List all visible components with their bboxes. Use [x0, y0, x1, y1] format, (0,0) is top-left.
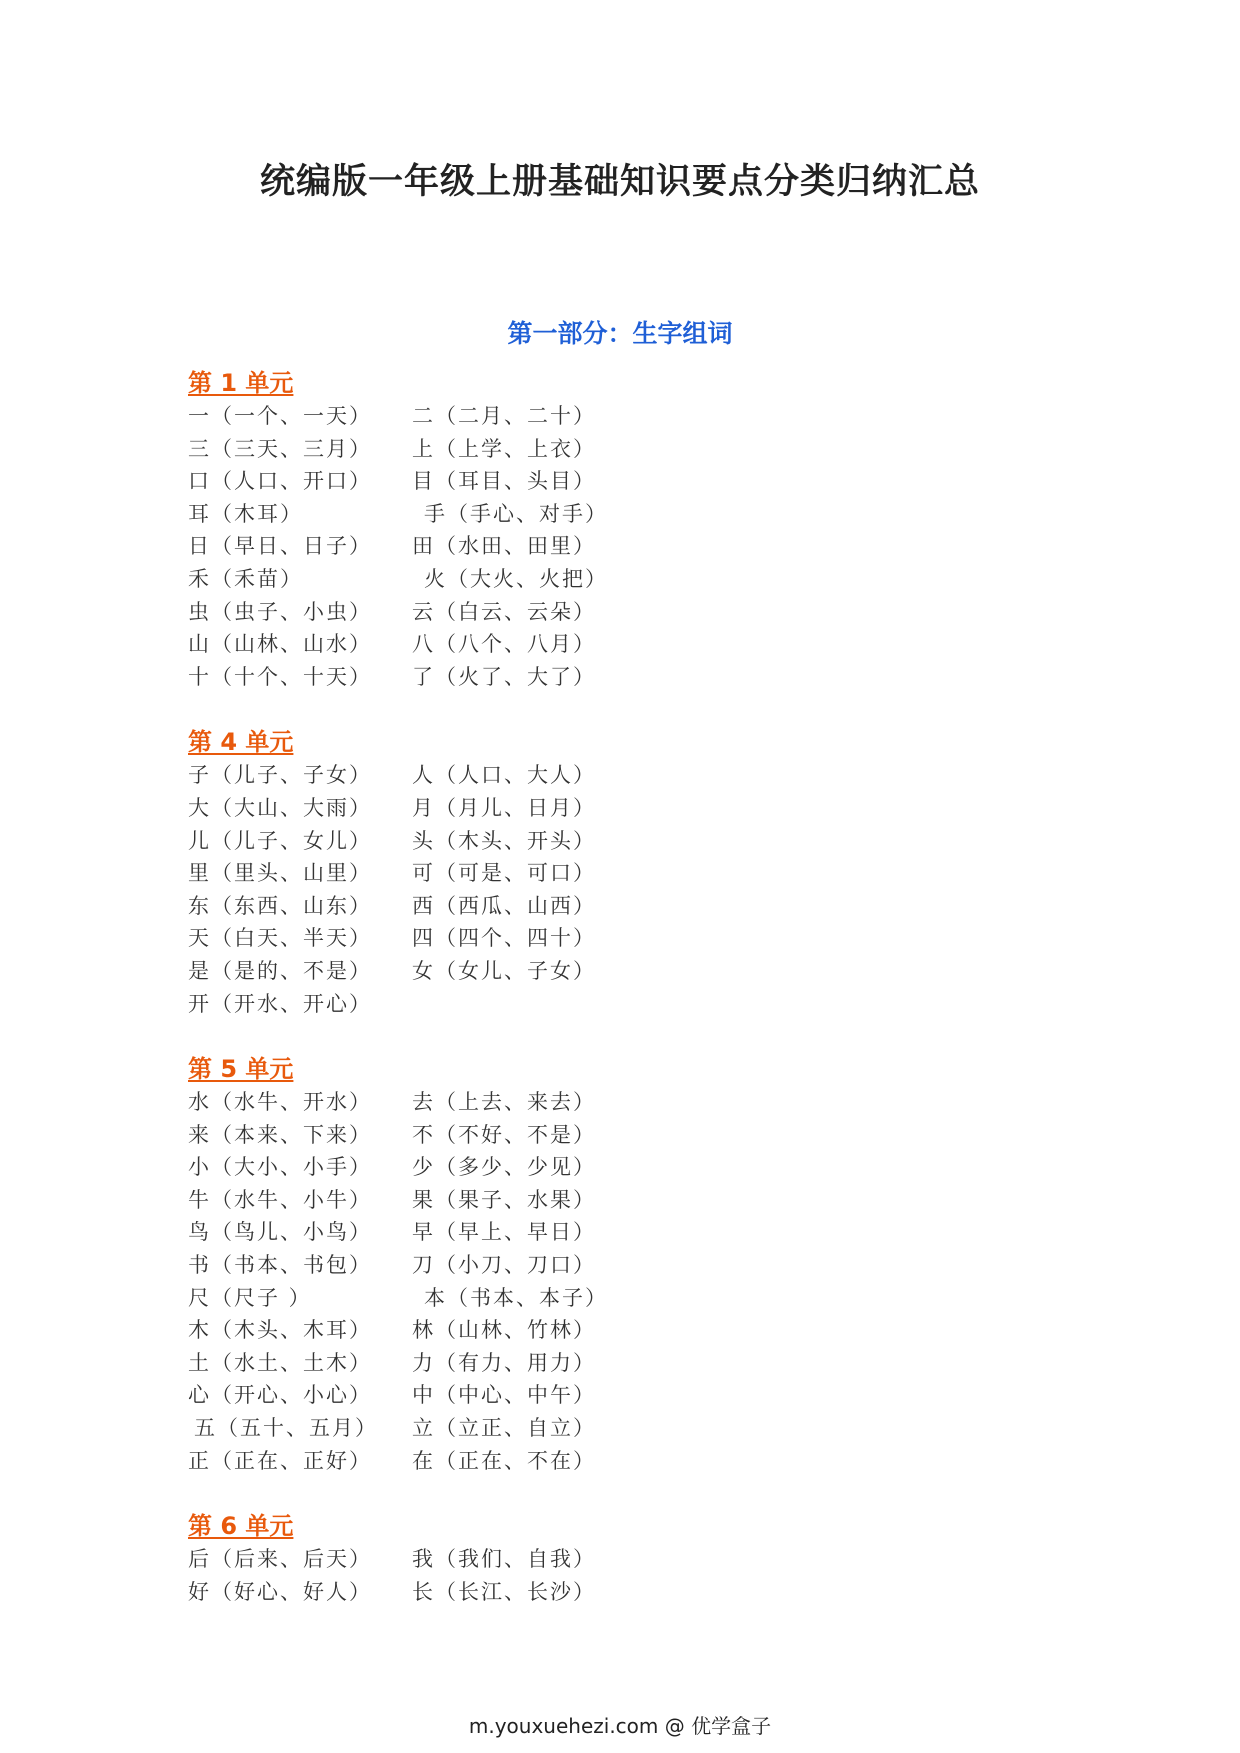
list-row: [188, 1379, 988, 1412]
unit-heading: 第 4 单元: [188, 728, 294, 757]
list-row: [188, 857, 988, 890]
list-row: [188, 1151, 988, 1184]
list-row: [188, 890, 988, 923]
list-row: [188, 922, 988, 955]
word-entry: 云（白云、云朵）: [412, 599, 596, 624]
unit-4: [188, 725, 988, 1020]
list-row: [188, 759, 988, 792]
word-entry: 水（水牛、开水）: [188, 1090, 372, 1115]
unit-heading: 第 6 单元: [188, 1512, 294, 1541]
word-entry: 山（山林、山水）: [188, 632, 372, 657]
list-row: [188, 1282, 988, 1315]
unit-heading: 第 1 单元: [188, 369, 294, 397]
list-row: [188, 825, 988, 858]
list-row: [188, 1543, 988, 1576]
list-row: [188, 988, 988, 1021]
list-row: [188, 792, 988, 825]
list-row: [188, 400, 988, 433]
word-entry: 八（八个、八月）: [412, 632, 596, 657]
word-entry: 早（早上、早日）: [412, 1220, 596, 1245]
word-entry: 禾（禾苗）: [188, 566, 303, 591]
word-entry: 土（水土、土木）: [188, 1350, 372, 1375]
word-entry: 来（本来、下来）: [188, 1122, 372, 1147]
word-entry: 少（多少、少见）: [412, 1155, 596, 1180]
word-entry: 上（上学、上衣）: [412, 436, 596, 461]
list-row: [188, 661, 988, 694]
word-entry: 心（开心、小心）: [188, 1383, 372, 1408]
word-entry: 人（人口、大人）: [412, 763, 596, 788]
list-row: [188, 433, 988, 466]
list-row: [188, 1216, 988, 1249]
word-entry: 木（木头、木耳）: [188, 1318, 372, 1343]
word-entry: 林（山林、竹林）: [412, 1318, 596, 1343]
word-entry: 五（五十、五月）: [194, 1416, 378, 1441]
word-entry: 力（有力、用力）: [412, 1350, 596, 1375]
list-row: [188, 498, 988, 531]
unit-5: [188, 1052, 988, 1477]
word-entry: 尺（尺子 ）: [188, 1285, 312, 1310]
list-row: [188, 465, 988, 498]
list-row: [188, 563, 988, 596]
word-entry: 可（可是、可口）: [412, 861, 596, 886]
word-entry: 了（火了、大了）: [412, 664, 596, 689]
word-entry: 口（人口、开口）: [188, 469, 372, 494]
list-row: [188, 1347, 988, 1380]
word-entry: 手（手心、对手）: [424, 501, 608, 526]
word-entry: 好（好心、好人）: [188, 1579, 372, 1604]
list-row: [188, 955, 988, 988]
list-row: [188, 1576, 988, 1609]
word-entry: 是（是的、不是）: [188, 958, 372, 983]
word-entry: 火（大火、火把）: [424, 566, 608, 591]
word-entry: 开（开水、开心）: [188, 991, 372, 1016]
word-entry: 不（不好、不是）: [412, 1122, 596, 1147]
list-row: [188, 596, 988, 629]
word-entry: 田（水田、田里）: [412, 534, 596, 559]
list-row: [188, 628, 988, 661]
word-entry: 四（四个、四十）: [412, 926, 596, 951]
list-row: [188, 1412, 988, 1445]
vocabulary-list: [188, 366, 988, 1608]
unit-6: [188, 1509, 988, 1608]
unit-heading: 第 5 单元: [188, 1055, 294, 1084]
word-entry: 一（一个、一天）: [188, 404, 372, 428]
word-entry: 西（西瓜、山西）: [412, 893, 596, 918]
word-entry: 正（正在、正好）: [188, 1448, 372, 1473]
word-entry: 在（正在、不在）: [412, 1448, 596, 1473]
word-entry: 中（中心、中午）: [412, 1383, 596, 1408]
word-entry: 鸟（鸟儿、小鸟）: [188, 1220, 372, 1245]
list-row: [188, 530, 988, 563]
list-row: [188, 1249, 988, 1282]
word-entry: 大（大山、大雨）: [188, 795, 372, 820]
word-entry: 月（月儿、日月）: [412, 795, 596, 820]
document-title: 统编版一年级上册基础知识要点分类归纳汇总: [259, 162, 980, 202]
word-entry: 书（书本、书包）: [188, 1253, 372, 1278]
list-row: [188, 1184, 988, 1217]
word-entry: 女（女儿、子女）: [412, 958, 596, 983]
word-entry: 牛（水牛、小牛）: [188, 1187, 372, 1212]
part-title: 第一部分：生字组词: [507, 319, 733, 348]
word-entry: 小（大小、小手）: [188, 1155, 372, 1180]
word-entry: 二（二月、二十）: [412, 404, 596, 428]
word-entry: 十（十个、十天）: [188, 664, 372, 689]
word-entry: 果（果子、水果）: [412, 1187, 596, 1212]
word-entry: 虫（虫子、小虫）: [188, 599, 372, 624]
word-entry: 我（我们、自我）: [412, 1547, 596, 1572]
list-row: [188, 1119, 988, 1152]
word-entry: 子（儿子、子女）: [188, 763, 372, 788]
footer-watermark: m.youxuehezi.com @ 优学盒子: [468, 1714, 772, 1738]
unit-1: [188, 366, 988, 693]
word-entry: 刀（小刀、刀口）: [412, 1253, 596, 1278]
word-entry: 目（耳目、头目）: [412, 469, 596, 494]
word-entry: 头（木头、开头）: [412, 828, 596, 853]
word-entry: 去（上去、来去）: [412, 1090, 596, 1115]
word-entry: 长（长江、长沙）: [412, 1579, 596, 1604]
word-entry: 里（里头、山里）: [188, 861, 372, 886]
list-row: [188, 1086, 988, 1119]
word-entry: 儿（儿子、女儿）: [188, 828, 372, 853]
word-entry: 日（早日、日子）: [188, 534, 372, 559]
word-entry: 立（立正、自立）: [412, 1416, 596, 1441]
word-entry: 三（三天、三月）: [188, 436, 372, 461]
word-entry: 后（后来、后天）: [188, 1547, 372, 1572]
word-entry: 耳（木耳）: [188, 501, 303, 526]
list-row: [188, 1445, 988, 1478]
word-entry: 天（白天、半天）: [188, 926, 372, 951]
word-entry: 本（书本、本子）: [424, 1285, 608, 1310]
word-entry: 东（东西、山东）: [188, 893, 372, 918]
list-row: [188, 1314, 988, 1347]
